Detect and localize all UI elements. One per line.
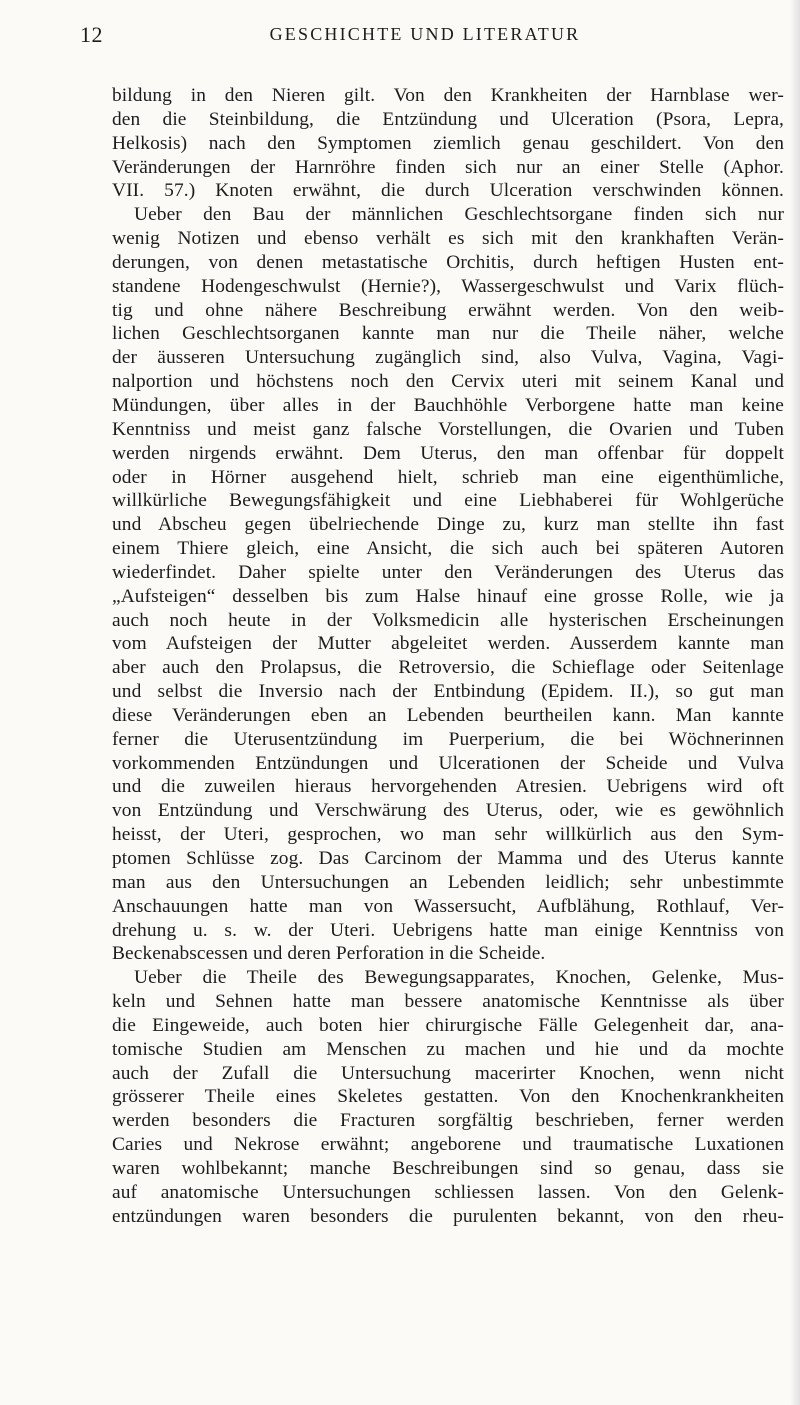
text-line: man aus den Untersuchungen an Lebenden leidlich; sehr unbestimmte xyxy=(112,871,784,893)
text-line: heisst, der Uteri, gesprochen, wo man sehr willkürlich aus den Sym- xyxy=(112,824,784,846)
text-line: Kenntniss und meist ganz falsche Vorstellungen, die Ovarien und Tuben xyxy=(112,418,784,440)
text-line: vom Aufsteigen der Mutter abgeleitet werden. Ausserdem kannte man xyxy=(112,633,784,655)
text-line: Mündungen, über alles in der Bauchhöhle Verborgene hatte man keine xyxy=(112,394,784,416)
text-line: der äusseren Untersuchung zugänglich sind, also Vulva, Vagina, Vagi- xyxy=(112,347,784,369)
text-line: wiederfindet. Daher spielte unter den Veränderungen des Uterus das xyxy=(112,561,784,583)
text-line: derungen, von denen metastatische Orchitis, durch heftigen Husten ent- xyxy=(112,251,784,273)
text-line: bildung in den Nieren gilt. Von den Krankheiten der Harnblase wer- xyxy=(112,85,784,106)
text-line: VII. 57.) Knoten erwähnt, die durch Ulceration verschwinden können. xyxy=(112,180,784,202)
text-line: werden nirgends erwähnt. Dem Uterus, den man offenbar für doppelt xyxy=(112,442,784,464)
text-line: Veränderungen der Harnröhre finden sich nur an einer Stelle (Aphor. xyxy=(112,156,784,178)
text-line: lichen Geschlechtsorganen kannte man nur die Theile näher, welche xyxy=(112,323,784,345)
page-edge-shadow xyxy=(790,0,800,1405)
text-line: Ueber den Bau der männlichen Geschlechtsorgane finden sich nur xyxy=(134,204,784,226)
text-line: Anschauungen hatte man von Wassersucht, Aufblähung, Rothlauf, Ver- xyxy=(112,895,784,917)
text-line: den die Steinbildung, die Entzündung und Ulceration (Psora, Lepra, xyxy=(112,108,784,130)
running-title: GESCHICHTE UND LITERATUR xyxy=(269,24,581,44)
text-line: auch noch heute in der Volksmedicin alle hysterischen Erscheinungen xyxy=(112,609,784,631)
text-line: auf anatomische Untersuchungen schliessen lassen. Von den Gelenk- xyxy=(112,1181,784,1203)
text-line: auch der Zufall die Untersuchung macerirter Knochen, wenn nicht xyxy=(112,1062,784,1084)
text-line: „Aufsteigen“ desselben bis zum Halse hinauf eine grosse Rolle, wie ja xyxy=(112,585,784,607)
text-line: tomische Studien am Menschen zu machen und hie und da mochte xyxy=(112,1038,784,1060)
text-line: grösserer Theile eines Skeletes gestatten. Von den Knochenkrankheiten xyxy=(112,1086,784,1108)
text-line: werden besonders die Fracturen sorgfältig beschrieben, ferner werden xyxy=(112,1110,784,1132)
text-line: oder in Hörner ausgehend hielt, schrieb man eine eigenthümliche, xyxy=(112,466,784,488)
text-line: drehung u. s. w. der Uteri. Uebrigens hatte man einige Kenntniss von xyxy=(112,919,784,941)
text-line: Caries und Nekrose erwähnt; angeborene und traumatische Luxationen xyxy=(112,1134,784,1156)
text-line: die Eingeweide, auch boten hier chirurgische Fälle Gelegenheit dar, ana- xyxy=(112,1014,784,1036)
body-text xyxy=(112,84,784,1229)
text-line: Ueber die Theile des Bewegungsapparates, Knochen, Gelenke, Mus- xyxy=(134,967,784,989)
page-number: 12 xyxy=(80,22,103,47)
text-line: Helkosis) nach den Symptomen ziemlich genau geschildert. Von den xyxy=(112,132,784,154)
text-line: ferner die Uterusentzündung im Puerperium, die bei Wöchnerinnen xyxy=(112,728,784,750)
text-line: einem Thiere gleich, eine Ansicht, die sich auch bei späteren Autoren xyxy=(112,538,784,560)
text-line: willkürliche Bewegungsfähigkeit und eine Liebhaberei für Wohlgerüche xyxy=(112,490,784,512)
text-line: diese Veränderungen eben an Lebenden beurtheilen kann. Man kannte xyxy=(112,704,784,726)
text-line: vorkommenden Entzündungen und Ulcerationen der Scheide und Vulva xyxy=(112,752,784,774)
text-line: ptomen Schlüsse zog. Das Carcinom der Mamma und des Uterus kannte xyxy=(112,848,784,869)
text-line: von Entzündung und Verschwärung des Uterus, oder, wie es gewöhnlich xyxy=(112,800,784,822)
text-line: aber auch den Prolapsus, die Retroversio, die Schieflage oder Seitenlage xyxy=(112,657,784,679)
text-line: standene Hodengeschwulst (Hernie?), Wassergeschwulst und Varix flüch- xyxy=(112,275,784,297)
text-line: und selbst die Inversio nach der Entbindung (Epidem. II.), so gut man xyxy=(112,681,784,703)
text-line: und Abscheu gegen übelriechende Dinge zu, kurz man stellte ihn fast xyxy=(112,514,784,536)
text-line: keln und Sehnen hatte man bessere anatomische Kenntnisse als über xyxy=(112,991,784,1013)
text-line: wenig Notizen und ebenso verhält es sich mit den krankhaften Verän- xyxy=(112,228,784,250)
text-line: nalportion und höchstens noch den Cervix uteri mit seinem Kanal und xyxy=(112,371,784,393)
text-line: Beckenabscessen und deren Perforation in die Scheide. xyxy=(112,943,546,965)
text-line: waren wohlbekannt; manche Beschreibungen sind so genau, dass sie xyxy=(112,1157,784,1179)
text-line: entzündungen waren besonders die purulenten bekannt, von den rheu- xyxy=(112,1205,784,1227)
text-line: tig und ohne nähere Beschreibung erwähnt werden. Von den weib- xyxy=(112,299,784,321)
text-line: und die zuweilen hieraus hervorgehenden Atresien. Uebrigens wird oft xyxy=(112,776,784,798)
